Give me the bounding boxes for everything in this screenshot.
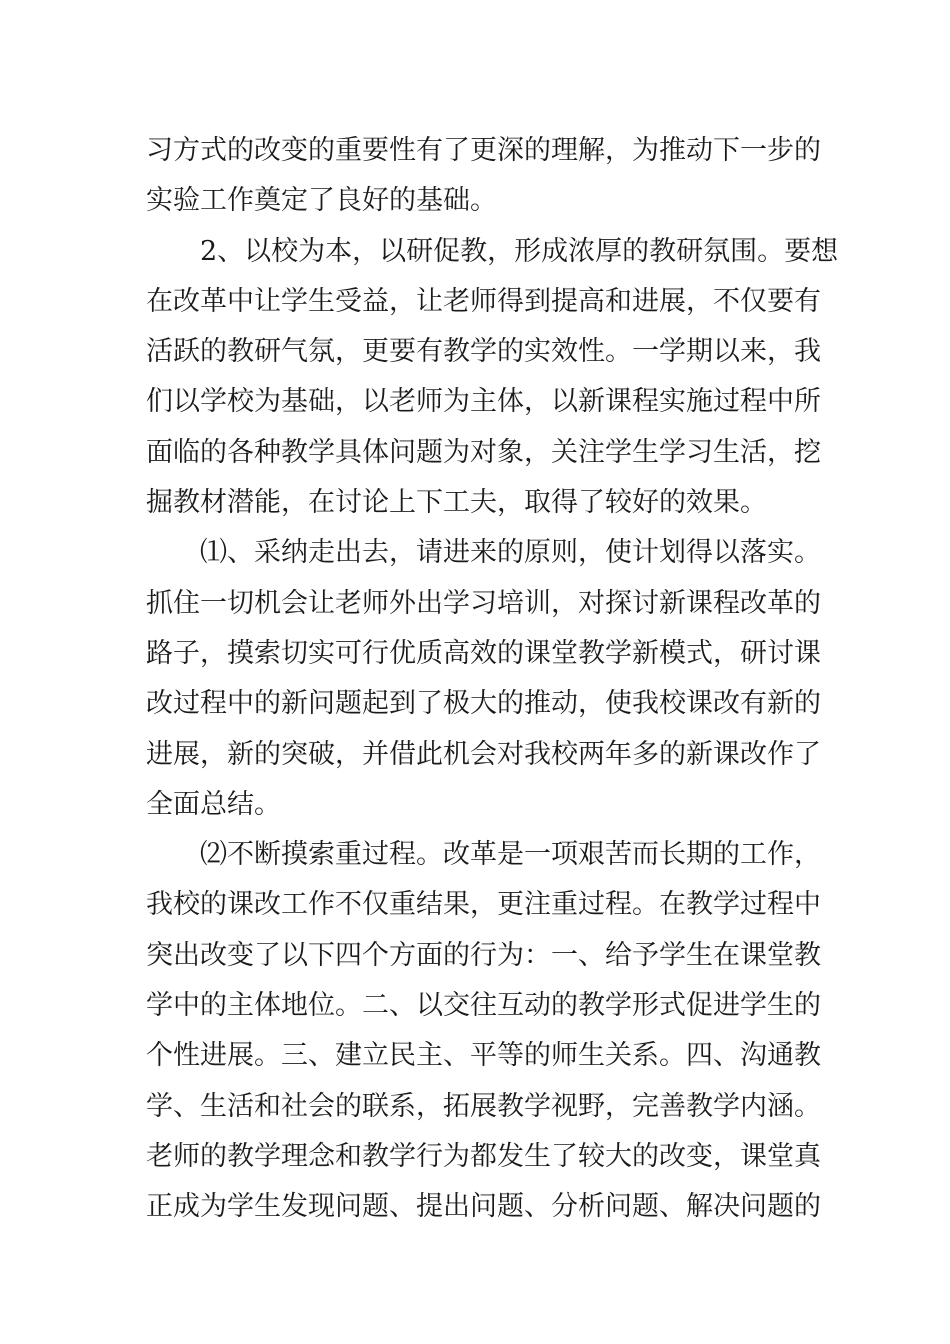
paragraph-start-line: ⑴、采纳走出去，请进来的原则，使计划得以落实。 [200,537,821,569]
paragraph-start-line: 2、以校为本，以研促教，形成浓厚的教研氛围。要想 [200,235,839,267]
text-line: 学中的主体地位。二、以交往互动的教学形式促进学生的 [146,990,821,1022]
text-line: 改过程中的新问题起到了极大的推动，使我校课改有新的 [146,688,821,720]
text-line: 活跃的教研气氛，更要有教学的实效性。一学期以来，我 [146,336,821,368]
text-line: 路子，摸索切实可行优质高效的课堂教学新模式，研讨课 [146,637,821,669]
text-line: 面临的各种教学具体问题为对象，关注学生学习生活，挖 [146,436,821,468]
text-line: 实验工作奠定了良好的基础。 [146,185,497,217]
text-line: 习方式的改变的重要性有了更深的理解，为推动下一步的 [146,135,821,166]
text-line: 个性进展。三、建立民主、平等的师生关系。四、沟通教 [146,1040,821,1072]
paragraph-start-line: ⑵不断摸索重过程。改革是一项艰苦而长期的工作， [200,839,821,871]
text-line: 掘教材潜能，在讨论上下工夫，取得了较好的效果。 [146,487,767,519]
text-line: 学、生活和社会的联系，拓展教学视野，完善教学内涵。 [146,1090,821,1122]
text-line: 们以学校为基础，以老师为主体，以新课程实施过程中所 [146,386,821,418]
text-line: 老师的教学理念和教学行为都发生了较大的改变，课堂真 [146,1140,821,1172]
text-line: 正成为学生发现问题、提出问题、分析问题、解决问题的 [146,1191,821,1223]
text-line: 我校的课改工作不仅重结果，更注重过程。在教学过程中 [146,889,821,921]
text-line: 在改革中让学生受益，让老师得到提高和进展，不仅要有 [146,285,821,317]
document-body [146,126,839,1233]
text-line: 突出改变了以下四个方面的行为：一、给予学生在课堂教 [146,939,821,971]
text-line: 进展，新的突破，并借此机会对我校两年多的新课改作了 [146,738,821,770]
text-line: 抓住一切机会让老师外出学习培训，对探讨新课程改革的 [146,587,821,619]
text-line: 全面总结。 [146,788,281,820]
